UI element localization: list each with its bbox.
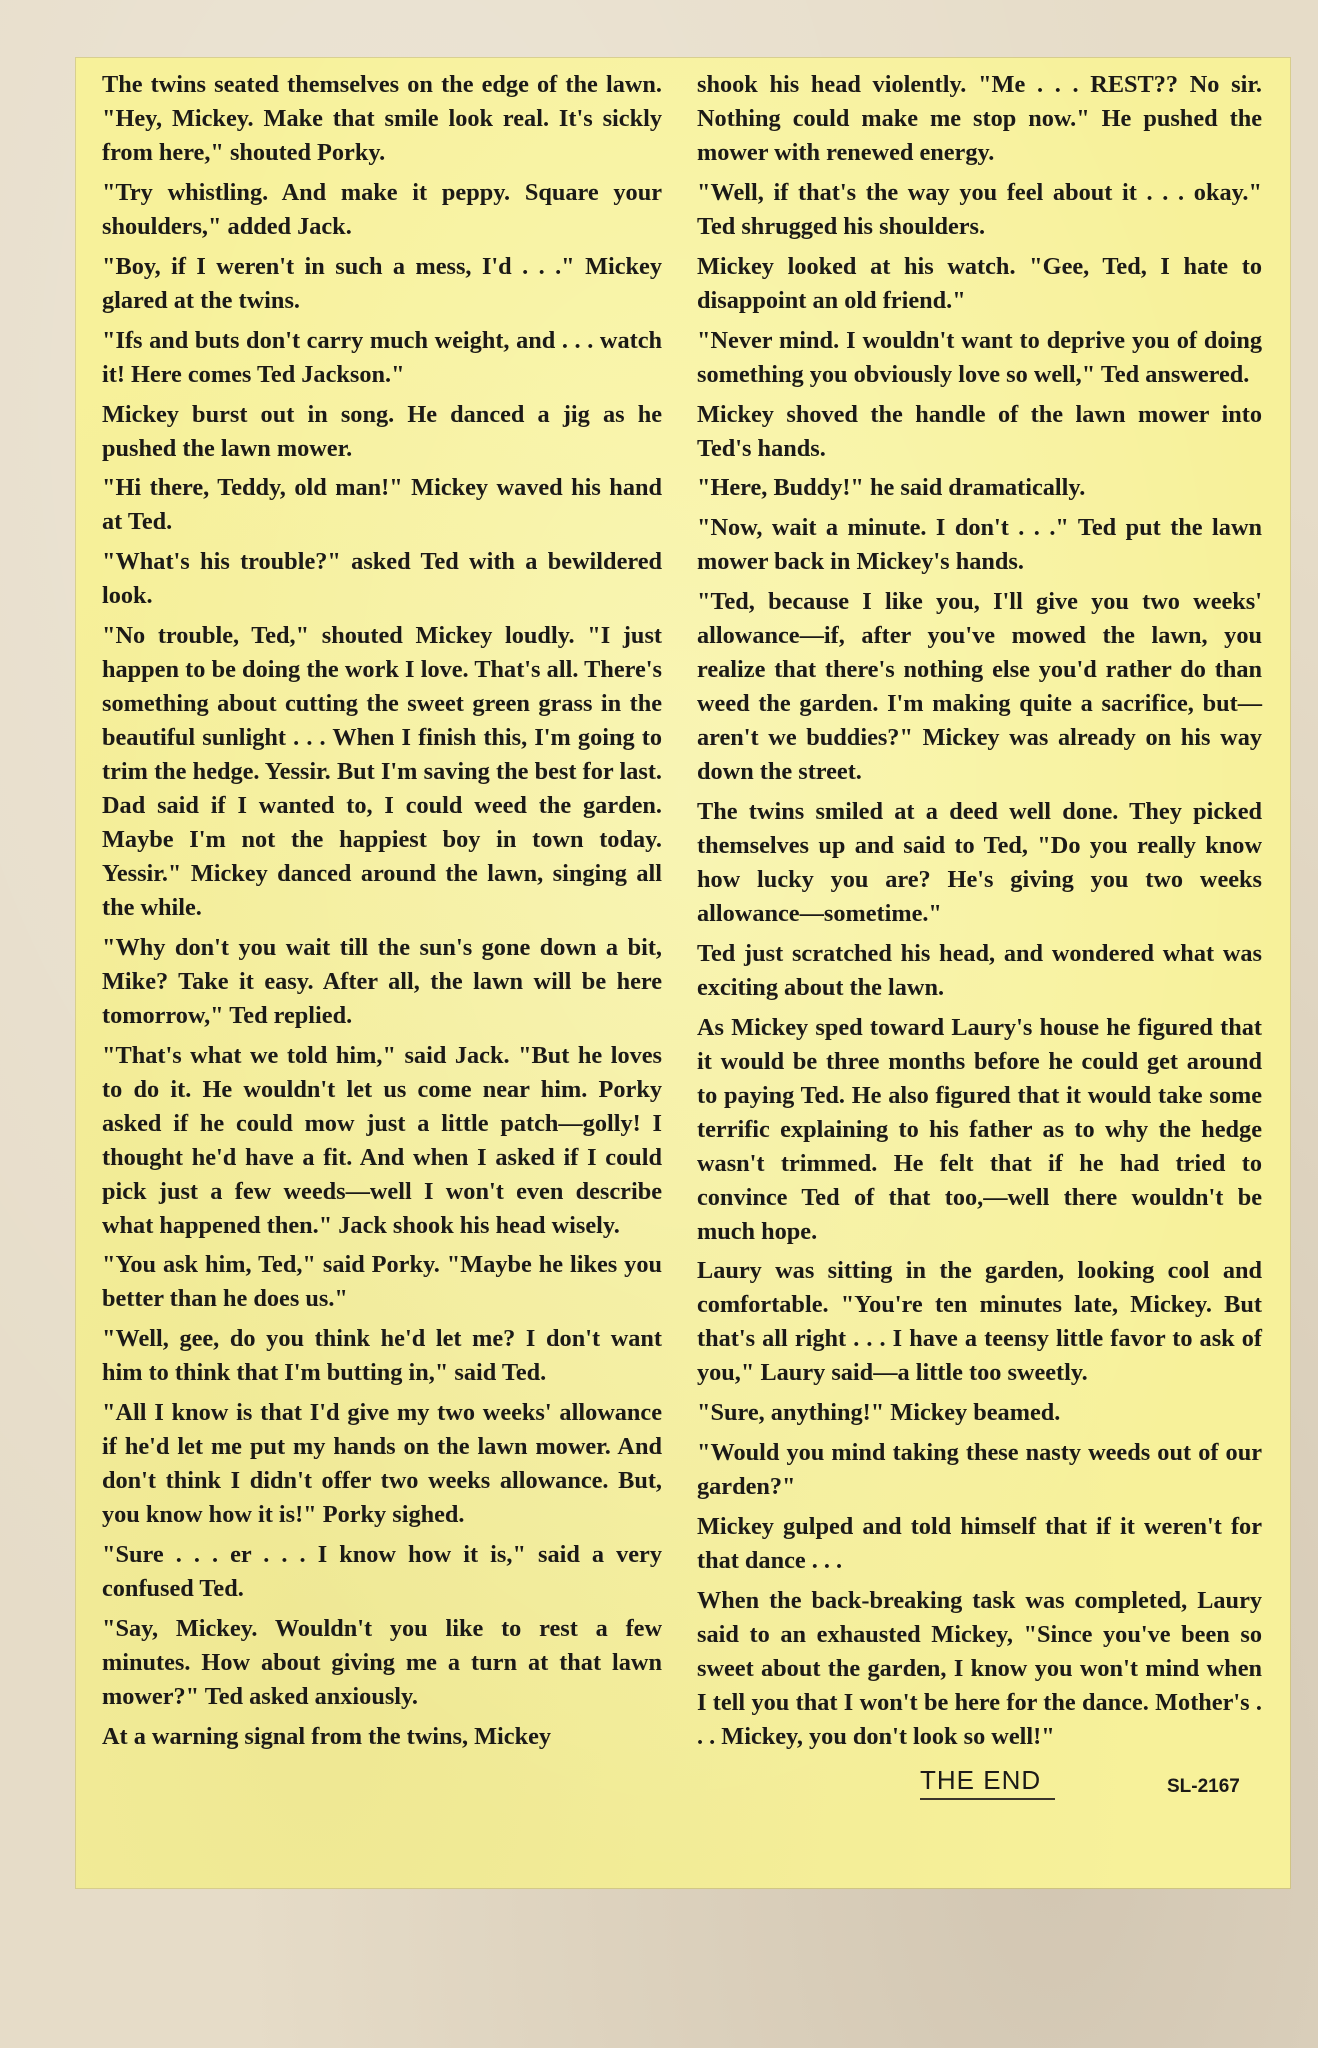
- paragraph: "Boy, if I weren't in such a mess, I'd . . ." Mickey glared at the twins.: [102, 252, 662, 314]
- paragraph: "Would you mind taking these nasty weeds out of our garden?": [697, 1439, 1262, 1501]
- paragraph: "What's his trouble?" asked Ted with a bewildered look.: [102, 548, 662, 610]
- paragraph: Laury was sitting in the garden, looking cool and comfortable. "You're ten minutes late, Mickey. But that's all right . . . I have a teensy little favor to ask of you," Laury said—a little too sweetly.: [697, 1257, 1262, 1387]
- paragraph: "Say, Mickey. Wouldn't you like to rest a few minutes. How about giving me a turn at that lawn mower?" Ted asked anxiously.: [102, 1614, 662, 1710]
- paragraph: "Here, Buddy!" he said dramatically.: [697, 474, 1086, 502]
- paragraph: Mickey gulped and told himself that if it weren't for that dance . . .: [697, 1513, 1262, 1575]
- paragraph: "Try whistling. And make it peppy. Square your shoulders," added Jack.: [102, 178, 662, 240]
- the-end-label: THE END: [920, 1764, 1042, 1795]
- left-column: [102, 68, 662, 1760]
- paragraph: As Mickey sped toward Laury's house he figured that it would be three months before he could get around to paying Ted. He also figured that it would take some terrific explaining to his father as to why the hedge wasn't trimmed. He felt that if he had tried to convince Ted of that too,—well there wouldn't be much hope.: [697, 1013, 1262, 1245]
- paragraph: Mickey burst out in song. He danced a jig as he pushed the lawn mower.: [102, 400, 662, 462]
- right-column: [697, 68, 1262, 1804]
- paragraph: The twins smiled at a deed well done. They picked themselves up and said to Ted, "Do you really know how lucky you are? He's giving you two weeks allowance—sometime.": [697, 798, 1262, 927]
- paragraph: "Never mind. I wouldn't want to deprive you of doing something you obviously love so well," Ted answered.: [697, 326, 1262, 388]
- paragraph: "All I know is that I'd give my two weeks' allowance if he'd let me put my hands on the lawn mower. And don't think I didn't offer two weeks allowance. But, you know how it is!" Porky sighed.: [102, 1399, 662, 1529]
- end-row: [697, 1764, 1262, 1804]
- paragraph: "Hi there, Teddy, old man!" Mickey waved his hand at Ted.: [102, 474, 662, 536]
- paragraph: When the back-breaking task was completed, Laury said to an exhausted Mickey, "Since you've been so sweet about the garden, I know you won't mind when I tell you that I won't be here for the dance. Mother's . . . Mickey, you don't look so well!": [697, 1587, 1262, 1750]
- paragraph: "Why don't you wait till the sun's gone down a bit, Mike? Take it easy. After all, the lawn will be here tomorrow," Ted replied.: [102, 933, 662, 1029]
- text-panel: [76, 58, 1290, 1888]
- paragraph: Mickey shoved the handle of the lawn mower into Ted's hands.: [697, 400, 1262, 462]
- paragraph: "Sure, anything!" Mickey beamed.: [697, 1399, 1061, 1427]
- print-code-label: SL-2167: [1167, 1775, 1240, 1797]
- paragraph: Mickey looked at his watch. "Gee, Ted, I hate to disappoint an old friend.": [697, 252, 1262, 314]
- paragraph: "That's what we told him," said Jack. "But he loves to do it. He wouldn't let us come near him. Porky asked if he could mow just a little patch—golly! I thought he'd have a fit. And when I asked if I could pick just a few weeds—well I won't even describe what happened then." Jack shook his head wisely.: [102, 1041, 662, 1239]
- paragraph: "Ted, because I like you, I'll give you two weeks' allowance—if, after you've mowed the lawn, you realize that there's nothing else you'd rather do than weed the garden. I'm making quite a sacrifice, but—aren't we buddies?" Mickey was already on his way down the street.: [697, 588, 1262, 786]
- paragraph: Ted just scratched his head, and wondered what was exciting about the lawn.: [697, 939, 1262, 1001]
- paragraph: "No trouble, Ted," shouted Mickey loudly. "I just happen to be doing the work I love. That's all. There's something about cutting the sweet green grass in the beautiful sunlight . . . When I finish this, I'm going to trim the hedge. Yessir. But I'm saving the best for last. Dad said if I wanted to, I could weed the garden. Maybe I'm not the happiest boy in town today. Yessir." Mickey danced around the lawn, singing all the while.: [102, 622, 662, 921]
- paragraph: "Well, if that's the way you feel about it . . . okay." Ted shrugged his shoulders.: [697, 178, 1262, 240]
- paragraph: shook his head violently. "Me . . . REST?? No sir. Nothing could make me stop now." He pushed the mower with renewed energy.: [697, 71, 1262, 166]
- paragraph: At a warning signal from the twins, Mickey: [102, 1722, 552, 1750]
- paragraph: "You ask him, Ted," said Porky. "Maybe he likes you better than he does us.": [102, 1251, 662, 1313]
- paragraph: "Sure . . . er . . . I know how it is," said a very confused Ted.: [102, 1541, 662, 1603]
- paragraph: The twins seated themselves on the edge of the lawn. "Hey, Mickey. Make that smile look real. It's sickly from here," shouted Porky.: [102, 71, 662, 166]
- paragraph: "Ifs and buts don't carry much weight, and . . . watch it! Here comes Ted Jackson.": [102, 326, 662, 388]
- paragraph: "Well, gee, do you think he'd let me? I don't want him to think that I'm butting in," said Ted.: [102, 1325, 662, 1387]
- the-end-underline: [920, 1798, 1055, 1800]
- paragraph: "Now, wait a minute. I don't . . ." Ted put the lawn mower back in Mickey's hands.: [697, 514, 1262, 576]
